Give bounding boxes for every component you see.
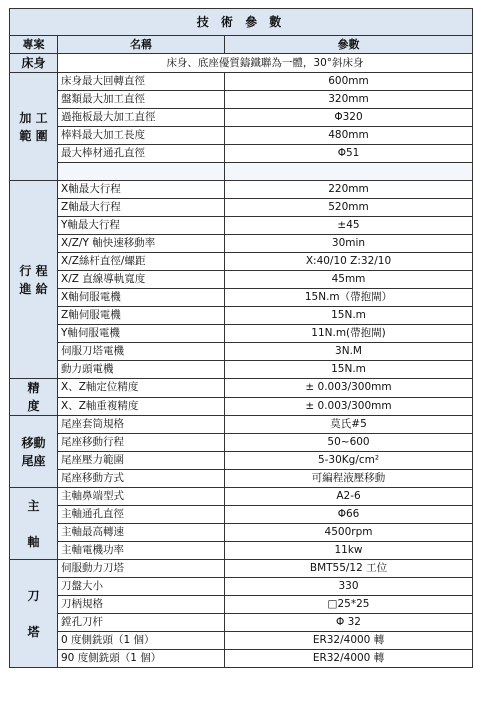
spec-name: 動力頭電機 (58, 361, 225, 379)
spec-name: 尾座壓力範圍 (58, 452, 225, 470)
spec-name: 最大棒材通孔直徑 (58, 145, 225, 163)
spec-name: X軸伺服電機 (58, 289, 225, 307)
table-row (10, 434, 473, 452)
spec-name: 伺服動力刀塔 (58, 560, 225, 578)
spec-value: Φ 32 (225, 614, 473, 632)
spec-name: X/Z 直線導軌寬度 (58, 271, 225, 289)
spec-value: 15N.m (225, 361, 473, 379)
table-row (10, 397, 473, 416)
spec-name: X、Z軸定位精度 (58, 379, 225, 398)
spec-name: 刀盤大小 (58, 578, 225, 596)
table-title: 技 術 參 數 (10, 9, 473, 36)
spec-value: ± 0.003/300mm (225, 397, 473, 416)
table-row (10, 560, 473, 578)
table-row (10, 145, 473, 163)
spec-value: Φ66 (225, 506, 473, 524)
spec-name: 伺服刀塔電機 (58, 343, 225, 361)
spec-value: 45mm (225, 271, 473, 289)
table-row (10, 181, 473, 199)
spec-value: 11kw (225, 542, 473, 560)
table-row (10, 524, 473, 542)
spec-value: ± 0.003/300mm (225, 379, 473, 398)
section-label-machining: 加 工 範 圍 (10, 73, 58, 181)
spec-value: A2-6 (225, 488, 473, 506)
spec-value: 3N.M (225, 343, 473, 361)
spec-name: 主軸鼻端型式 (58, 488, 225, 506)
table-row (10, 416, 473, 434)
spec-value: 15N.m (225, 307, 473, 325)
spec-value (225, 163, 473, 181)
table-row (10, 307, 473, 325)
table-row (10, 253, 473, 271)
spec-value: 莫氏#5 (225, 416, 473, 434)
table-row (10, 632, 473, 650)
table-row (10, 596, 473, 614)
spec-value: ER32/4000 轉 (225, 632, 473, 650)
spec-table (9, 8, 473, 668)
spec-name: 尾座移動行程 (58, 434, 225, 452)
spec-value: 15N.m（帶抱閘） (225, 289, 473, 307)
spec-value: □25*25 (225, 596, 473, 614)
spec-value: Φ320 (225, 109, 473, 127)
spec-name: 刀柄規格 (58, 596, 225, 614)
spec-name: 盤類最大加工直徑 (58, 91, 225, 109)
header-name: 名稱 (58, 36, 225, 54)
table-row (10, 470, 473, 488)
table-row (10, 506, 473, 524)
spec-value: 600mm (225, 73, 473, 91)
section-label-tailstock: 移動 尾座 (10, 416, 58, 488)
spec-value: Φ51 (225, 145, 473, 163)
table-row (10, 109, 473, 127)
spec-value: 4500rpm (225, 524, 473, 542)
spec-name: 棒料最大加工長度 (58, 127, 225, 145)
table-row (10, 578, 473, 596)
spec-value: 330 (225, 578, 473, 596)
spec-table-container (9, 8, 472, 668)
spec-value: 480mm (225, 127, 473, 145)
table-row (10, 271, 473, 289)
spec-value: 5-30Kg/cm² (225, 452, 473, 470)
spec-name: 過拖板最大加工直徑 (58, 109, 225, 127)
spec-name: 主軸通孔直徑 (58, 506, 225, 524)
spec-name: 0 度側銑頭（1 個） (58, 632, 225, 650)
bed-description: 床身、底座優質鑄鐵聯為一體，30°斜床身 (58, 54, 473, 73)
section-label-spindle: 主 軸 (10, 488, 58, 560)
spec-value: 520mm (225, 199, 473, 217)
spec-name: X/Z/Y 軸快速移動率 (58, 235, 225, 253)
spec-value: BMT55/12 工位 (225, 560, 473, 578)
table-row (10, 343, 473, 361)
spec-name: Z軸最大行程 (58, 199, 225, 217)
spec-value: 可編程液壓移動 (225, 470, 473, 488)
spec-name: 床身最大回轉直徑 (58, 73, 225, 91)
spec-value: 11N.m(帶抱閘) (225, 325, 473, 343)
spec-name: X軸最大行程 (58, 181, 225, 199)
spec-name: 鏜孔刀杆 (58, 614, 225, 632)
header-value: 參數 (225, 36, 473, 54)
spec-name: 主軸電機功率 (58, 542, 225, 560)
spec-name: Y軸伺服電機 (58, 325, 225, 343)
spec-name: 90 度側銑頭（1 個） (58, 650, 225, 668)
spec-value: ER32/4000 轉 (225, 650, 473, 668)
table-row (10, 379, 473, 398)
table-row (10, 452, 473, 470)
table-row (10, 127, 473, 145)
spec-name: 尾座移動方式 (58, 470, 225, 488)
section-label-travel: 行 程 進 給 (10, 181, 58, 379)
spec-name (58, 163, 225, 181)
table-row (10, 650, 473, 668)
table-row (10, 73, 473, 91)
spec-value: 50~600 (225, 434, 473, 452)
spec-name: 主軸最高轉速 (58, 524, 225, 542)
spec-name: 尾座套筒規格 (58, 416, 225, 434)
table-row (10, 91, 473, 109)
spec-name: X、Z軸重複精度 (58, 397, 225, 416)
spec-name: Z軸伺服電機 (58, 307, 225, 325)
table-row (10, 235, 473, 253)
bed-label: 床身 (10, 54, 58, 73)
table-row (10, 217, 473, 235)
table-row (10, 614, 473, 632)
header-category: 專案 (10, 36, 58, 54)
spec-value: 320mm (225, 91, 473, 109)
spec-value: 30min (225, 235, 473, 253)
section-label-turret: 刀 塔 (10, 560, 58, 668)
table-row (10, 542, 473, 560)
spec-name: X/Z絲杆直徑/螺距 (58, 253, 225, 271)
table-row (10, 163, 473, 181)
spec-name: Y軸最大行程 (58, 217, 225, 235)
table-row (10, 325, 473, 343)
spec-value: 220mm (225, 181, 473, 199)
section-label-precision: 精 度 (10, 379, 58, 416)
table-row (10, 361, 473, 379)
spec-value: ±45 (225, 217, 473, 235)
table-row (10, 488, 473, 506)
table-row (10, 289, 473, 307)
spec-value: X:40/10 Z:32/10 (225, 253, 473, 271)
table-row (10, 199, 473, 217)
